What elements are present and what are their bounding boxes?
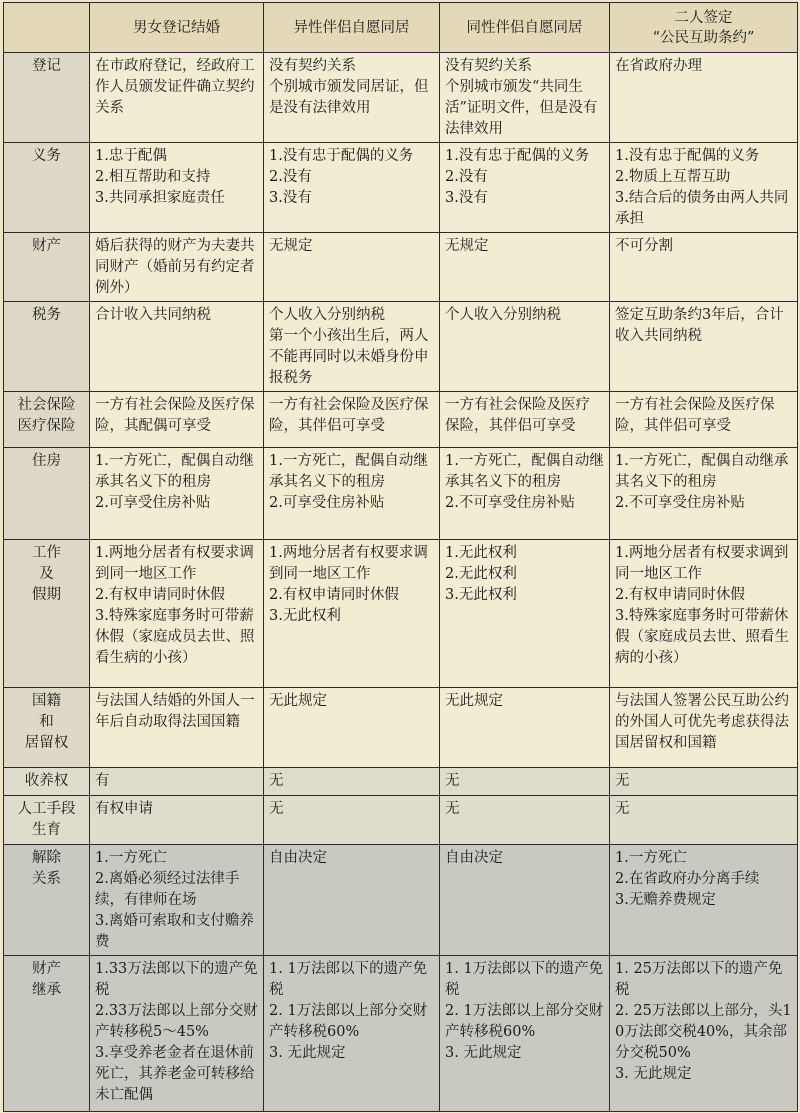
- cell-line: 一方有社会保险及医疗保险，其配偶可享受: [95, 397, 255, 434]
- cell-line: 2.有权申请同时休假: [95, 587, 225, 603]
- cell-line: 不可分割: [615, 238, 673, 254]
- cell-col2: [264, 53, 440, 143]
- row-label: [4, 448, 90, 540]
- cell-line: 1.没有忠于配偶的义务: [445, 148, 590, 164]
- row-label-line: 住房: [32, 453, 61, 469]
- cell-line: 1.两地分居者有权要求调到同一地区工作: [95, 545, 254, 582]
- cell-col2: [264, 302, 440, 392]
- cell-col4: [610, 53, 798, 143]
- cell-line: 1.两地分居者有权要求调到同一地区工作: [269, 545, 428, 582]
- cell-line: 1.33万法郎以下的遗产免税: [95, 961, 258, 998]
- cell-line: 2. 1万法郎以上部分交财产转移税60%: [269, 1003, 428, 1040]
- cell-col1: [90, 302, 264, 392]
- row-social-insurance: [4, 392, 798, 448]
- cell-col1: [90, 768, 264, 796]
- row-label-line: 税务: [32, 307, 61, 323]
- cell-line: 3.离婚可索取和支付赡养费: [95, 913, 254, 950]
- cell-col1: [90, 233, 264, 302]
- cell-col4: [610, 143, 798, 233]
- cell-line: 无此规定: [269, 693, 327, 709]
- cell-line: 无: [269, 801, 284, 817]
- cell-col3: [440, 956, 610, 1112]
- cell-line: 2.没有: [445, 169, 488, 185]
- cell-line: 没有契约关系: [269, 58, 356, 74]
- cell-line: 与法国人签署公民互助公约的外国人可优先考虑获得法国居留权和国籍: [615, 693, 789, 751]
- cell-line: 3.无此权利: [445, 587, 517, 603]
- cell-col3: [440, 392, 610, 448]
- cell-col3: [440, 53, 610, 143]
- cell-col4: [610, 392, 798, 448]
- cell-line: 2.物质上互帮互助: [615, 169, 731, 185]
- cell-line: 1.一方死亡，配偶自动继承其名义下的租房: [95, 453, 254, 490]
- comparison-table: [3, 2, 798, 1112]
- row-label: [4, 688, 90, 768]
- cell-col4: [610, 302, 798, 392]
- row-label-line: 及: [39, 566, 54, 582]
- cell-col4: [610, 688, 798, 768]
- cell-col2: [264, 143, 440, 233]
- cell-line: 一方有社会保险及医疗保险，其伴侣可享受: [269, 397, 429, 434]
- cell-line: 婚后获得的财产为夫妻共同财产（婚前另有约定者例外）: [95, 238, 255, 296]
- header-pacs-line: “公民互助条约”: [652, 29, 755, 46]
- row-label: [4, 768, 90, 796]
- cell-line: 1.两地分居者有权要求调到同一地区工作: [615, 545, 789, 582]
- cell-line: 无: [445, 801, 460, 817]
- row-label-line: 收养权: [24, 773, 69, 789]
- cell-line: 1.没有忠于配偶的义务: [615, 148, 760, 164]
- row-label-line: 财产: [32, 961, 61, 977]
- row-label: [4, 233, 90, 302]
- row-label: [4, 302, 90, 392]
- cell-col4: [610, 845, 798, 956]
- cell-col2: [264, 688, 440, 768]
- header-same-sex-cohabitation: 同性伴侣自愿同居: [440, 3, 610, 53]
- row-label-line: 居留权: [24, 735, 69, 751]
- row-registration: [4, 53, 798, 143]
- row-label-line: 义务: [32, 148, 61, 164]
- cell-line: 2.33万法郎以上部分交财产转移税5～45%: [95, 1003, 258, 1040]
- cell-col1: [90, 796, 264, 845]
- cell-col1: [90, 143, 264, 233]
- cell-line: 1.无此权利: [445, 545, 517, 561]
- cell-line: 1.没有忠于配偶的义务: [269, 148, 414, 164]
- cell-col3: [440, 845, 610, 956]
- cell-line: 3. 无此规定: [615, 1066, 692, 1082]
- cell-line: 2.有权申请同时休假: [269, 587, 399, 603]
- cell-line: 2.没有: [269, 169, 312, 185]
- cell-line: 3.没有: [445, 190, 488, 206]
- row-label: [4, 143, 90, 233]
- row-work-leave: [4, 540, 798, 688]
- cell-line: 自由决定: [445, 850, 503, 866]
- cell-line: 与法国人结婚的外国人一年后自动取得法国国籍: [95, 693, 255, 730]
- cell-line: 无: [615, 801, 630, 817]
- cell-col4: [610, 233, 798, 302]
- cell-col3: [440, 448, 610, 540]
- cell-col1: [90, 845, 264, 956]
- cell-line: 2.无此权利: [445, 566, 517, 582]
- row-label-line: 登记: [32, 58, 61, 74]
- row-assisted-reproduction: [4, 796, 798, 845]
- cell-line: 有: [95, 773, 110, 789]
- row-label: [4, 956, 90, 1112]
- cell-col2: [264, 768, 440, 796]
- cell-line: 1.一方死亡: [615, 850, 687, 866]
- header-corner: [4, 3, 90, 53]
- cell-line: 签定互助条约3年后，合计收入共同纳税: [615, 307, 784, 344]
- cell-col3: [440, 768, 610, 796]
- cell-line: 2.离婚必须经过法律手续，有律师在场: [95, 871, 240, 908]
- cell-line: 无: [445, 773, 460, 789]
- row-label: [4, 845, 90, 956]
- row-taxation: [4, 302, 798, 392]
- cell-line: 3.享受养老金者在退休前死亡，其养老金可转移给未亡配偶: [95, 1045, 255, 1103]
- header-row: [4, 3, 798, 53]
- row-label-line: 解除: [32, 850, 61, 866]
- cell-line: 2.不可享受住房补贴: [615, 495, 745, 511]
- cell-col3: [440, 302, 610, 392]
- cell-col4: [610, 796, 798, 845]
- cell-line: 3.结合后的债务由两人共同承担: [615, 190, 789, 227]
- row-housing: [4, 448, 798, 540]
- row-label-line: 医疗保险: [17, 418, 76, 434]
- cell-line: 2. 1万法郎以上部分交财产转移税60%: [445, 1003, 604, 1040]
- cell-line: 3.无赡养费规定: [615, 892, 716, 908]
- row-property: [4, 233, 798, 302]
- cell-col1: [90, 688, 264, 768]
- cell-line: 2.在省政府办分离手续: [615, 871, 760, 887]
- cell-line: 个别城市颁发“共同生活”证明文件，但是没有法律效用: [445, 79, 598, 137]
- row-obligations: [4, 143, 798, 233]
- row-label: [4, 796, 90, 845]
- cell-line: 无规定: [269, 238, 313, 254]
- cell-col3: [440, 796, 610, 845]
- row-label-line: 继承: [32, 982, 61, 998]
- row-label-line: 假期: [32, 587, 61, 603]
- cell-col1: [90, 540, 264, 688]
- cell-line: 有权申请: [95, 801, 153, 817]
- cell-col2: [264, 392, 440, 448]
- cell-line: 1. 25万法郎以下的遗产免税: [615, 961, 783, 998]
- cell-line: 3. 无此规定: [269, 1045, 346, 1061]
- cell-line: 个人收入分别纳税: [269, 307, 385, 323]
- cell-line: 3.特殊家庭事务时可带薪休假（家庭成员去世、照看生病的小孩）: [615, 608, 789, 666]
- cell-col4: [610, 448, 798, 540]
- cell-col2: [264, 448, 440, 540]
- cell-line: 1.一方死亡，配偶自动继承其名义下的租房: [269, 453, 428, 490]
- cell-line: 2.有权申请同时休假: [615, 587, 745, 603]
- row-adoption: [4, 768, 798, 796]
- cell-line: 3.特殊家庭事务时可带薪休假（家庭成员去世、照看生病的小孩）: [95, 608, 255, 666]
- cell-line: 自由决定: [269, 850, 327, 866]
- cell-col3: [440, 233, 610, 302]
- cell-col3: [440, 688, 610, 768]
- row-label-line: 关系: [32, 871, 61, 887]
- cell-line: 3.没有: [269, 190, 312, 206]
- cell-line: 没有契约关系: [445, 58, 532, 74]
- row-label-line: 财产: [32, 238, 61, 254]
- header-hetero-cohabitation: 异性伴侣自愿同居: [264, 3, 440, 53]
- cell-line: 1.一方死亡，配偶自动继承其名义下的租房: [615, 453, 789, 490]
- cell-line: 一方有社会保险及医疗保险，其伴侣可享受: [445, 397, 590, 434]
- row-label: [4, 392, 90, 448]
- cell-line: 第一个小孩出生后，两人不能再同时以未婚身份申报税务: [269, 328, 429, 386]
- cell-col2: [264, 540, 440, 688]
- row-label-line: 国籍: [32, 693, 61, 709]
- cell-col1: [90, 392, 264, 448]
- cell-line: 1. 1万法郎以下的遗产免税: [269, 961, 428, 998]
- cell-col2: [264, 233, 440, 302]
- row-dissolution: [4, 845, 798, 956]
- cell-col1: [90, 448, 264, 540]
- cell-col2: [264, 956, 440, 1112]
- cell-line: 无此规定: [445, 693, 503, 709]
- cell-line: 3.无此权利: [269, 608, 341, 624]
- row-label: [4, 53, 90, 143]
- cell-line: 2.可享受住房补贴: [269, 495, 385, 511]
- cell-line: 2. 25万法郎以上部分，头10万法郎交税40%，其余部分交税50%: [615, 1003, 792, 1061]
- cell-col3: [440, 143, 610, 233]
- row-label-line: 和: [39, 714, 54, 730]
- cell-line: 在市政府登记，经政府工作人员颁发证件确立契约关系: [95, 58, 255, 116]
- cell-line: 3.共同承担家庭责任: [95, 190, 225, 206]
- cell-line: 个人收入分别纳税: [445, 307, 561, 323]
- row-nationality: [4, 688, 798, 768]
- cell-col2: [264, 796, 440, 845]
- cell-col4: [610, 768, 798, 796]
- row-label: [4, 540, 90, 688]
- cell-col3: [440, 540, 610, 688]
- header-pacs: [610, 3, 798, 53]
- cell-col1: [90, 956, 264, 1112]
- row-inheritance: [4, 956, 798, 1112]
- cell-col4: [610, 540, 798, 688]
- cell-line: 个别城市颁发同居证，但是没有法律效用: [269, 79, 429, 116]
- cell-col1: [90, 53, 264, 143]
- cell-line: 无: [615, 773, 630, 789]
- cell-line: 在省政府办理: [615, 58, 702, 74]
- cell-line: 一方有社会保险及医疗保险，其伴侣可享受: [615, 397, 775, 434]
- cell-line: 1.一方死亡: [95, 850, 167, 866]
- cell-line: 1.一方死亡，配偶自动继承其名义下的租房: [445, 453, 604, 490]
- cell-line: 1.忠于配偶: [95, 148, 167, 164]
- row-label-line: 社会保险: [17, 397, 76, 413]
- row-label-line: 生育: [32, 822, 61, 838]
- row-label-line: 人工手段: [17, 801, 76, 817]
- cell-line: 合计收入共同纳税: [95, 307, 211, 323]
- header-marriage: 男女登记结婚: [90, 3, 264, 53]
- cell-col2: [264, 845, 440, 956]
- cell-line: 3. 无此规定: [445, 1045, 522, 1061]
- cell-line: 1. 1万法郎以下的遗产免税: [445, 961, 604, 998]
- cell-line: 2.不可享受住房补贴: [445, 495, 575, 511]
- cell-line: 2.相互帮助和支持: [95, 169, 211, 185]
- cell-line: 无规定: [445, 238, 489, 254]
- cell-line: 2.可享受住房补贴: [95, 495, 211, 511]
- cell-line: 无: [269, 773, 284, 789]
- cell-col4: [610, 956, 798, 1112]
- row-label-line: 工作: [32, 545, 61, 561]
- header-pacs-line: 二人签定: [674, 9, 733, 26]
